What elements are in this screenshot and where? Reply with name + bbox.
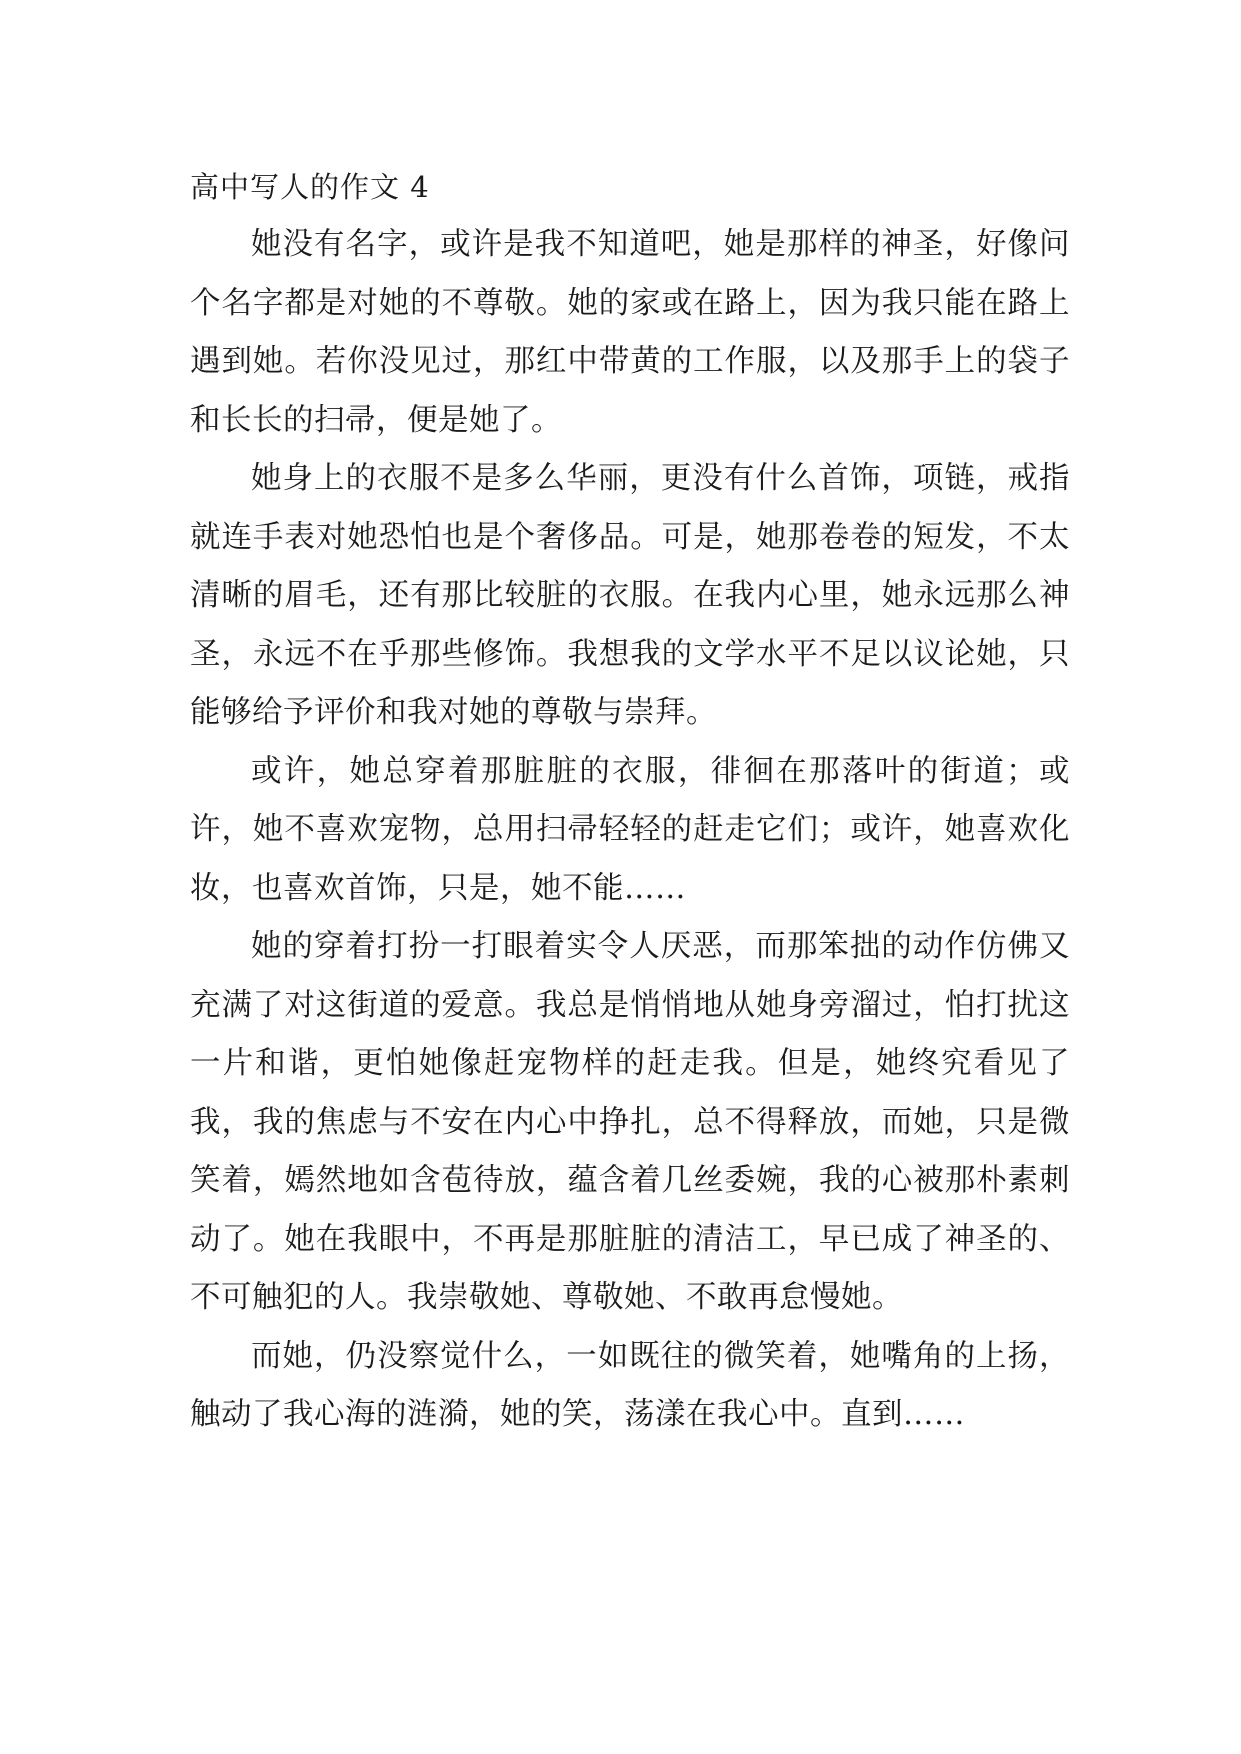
- paragraph-5: 而她，仍没察觉什么，一如既往的微笑着，她嘴角的上扬，触动了我心海的涟漪，她的笑，荡漾在我心中。直到……: [190, 1338, 1070, 1432]
- paragraph-3: 或许，她总穿着那脏脏的衣服，徘徊在那落叶的街道；或许，她不喜欢宠物，总用扫帚轻轻的赶走它们；或许，她喜欢化妆，也喜欢首饰，只是，她不能……: [190, 753, 1070, 906]
- paragraph-4: 她的穿着打扮一打眼着实令人厌恶，而那笨拙的动作仿佛又充满了对这街道的爱意。我总是悄悄地从她身旁溜过，怕打扰这一片和谐，更怕她像赶宠物样的赶走我。但是，她终究看见了我，我的焦虑与不安在内心中挣扎，总不得释放，而她，只是微笑着，嫣然地如含苞待放，蕴含着几丝委婉，我的心被那朴素刺动了。她在我眼中，不再是那脏脏的清洁工，早已成了神圣的、不可触犯的人。我崇敬她、尊敬她、不敢再怠慢她。: [190, 929, 1070, 1315]
- paragraph-1: 她没有名字，或许是我不知道吧，她是那样的神圣，好像问个名字都是对她的不尊敬。她的家或在路上，因为我只能在路上遇到她。若你没见过，那红中带黄的工作服，以及那手上的袋子和长长的扫帚，便是她了。: [190, 227, 1070, 438]
- document-page: [190, 162, 1070, 1445]
- document-title: 高中写人的作文 4: [190, 170, 430, 204]
- paragraph-2: 她身上的衣服不是多么华丽，更没有什么首饰，项链，戒指就连手表对她恐怕也是个奢侈品。可是，她那卷卷的短发，不太清晰的眉毛，还有那比较脏的衣服。在我内心里，她永远那么神圣，永远不在乎那些修饰。我想我的文学水平不足以议论她，只能够给予评价和我对她的尊敬与崇拜。: [190, 461, 1070, 730]
